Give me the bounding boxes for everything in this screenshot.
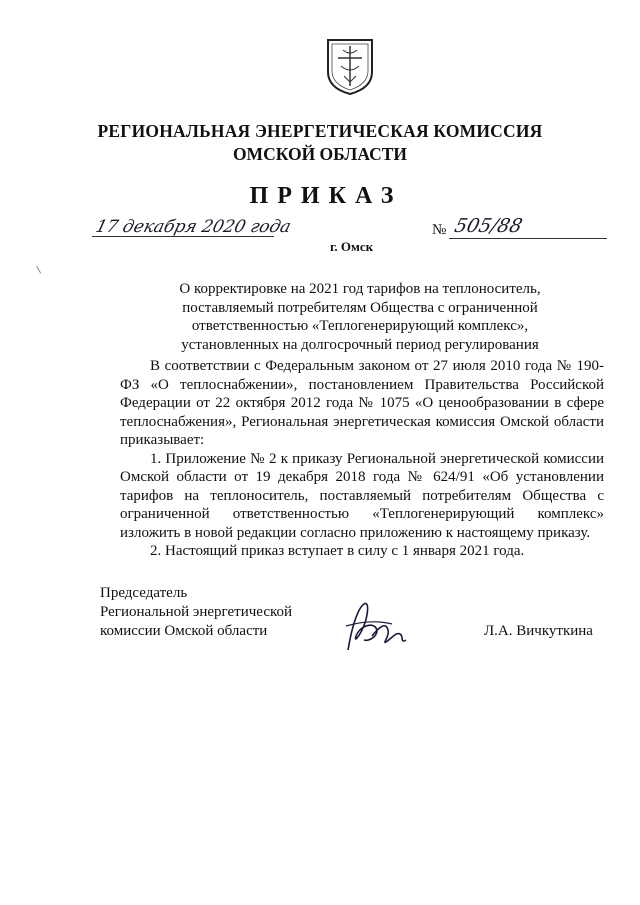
subject-line: О корректировке на 2021 год тарифов на теплоноситель,: [179, 281, 541, 297]
coat-of-arms-icon: [325, 36, 375, 96]
order-number: 505/88: [452, 215, 525, 237]
org-name-line1: РЕГИОНАЛЬНАЯ ЭНЕРГЕТИЧЕСКАЯ КОМИССИЯ: [97, 121, 543, 141]
order-number-label: №: [432, 222, 447, 238]
subject-line: установленных на долгосрочный период регулирования: [181, 336, 539, 353]
order-item-1: 1. Приложение № 2 к приказу Региональной энергетической комиссии Омской области от 19 декабря 2018 года № 624/91 «Об установлении тарифов на теплоноситель, поставляемый потребителям Общества с ограниченной ответственностью «Теплогенерирующий комплекс» изложить в новой редакции согласно приложению к настоящему приказу.: [120, 450, 604, 541]
handwritten-signature-icon: [342, 596, 416, 660]
order-body: [120, 357, 604, 561]
document-title: ПРИКАЗ: [249, 183, 403, 209]
order-date: 17 декабря 2020 года: [93, 217, 293, 237]
signer-position-line: Региональной энергетической: [100, 604, 293, 620]
subject-line: ответственностью «Теплогенерирующий комплекс»,: [191, 318, 529, 334]
city: г. Омск: [330, 239, 374, 254]
subject-line: поставляемый потребителям Общества с ограниченной: [182, 299, 538, 316]
signer-position-line: Председатель: [100, 585, 188, 601]
number-underline: [449, 238, 607, 239]
scan-mark: [36, 265, 43, 274]
preamble-paragraph: В соответствии с Федеральным законом от 27 июля 2010 года № 190-ФЗ «О теплоснабжении», постановлением Правительства Российской Федерации от 22 октября 2012 года № 1075 «О ценообразовании в сфере теплоснабжения», Региональная энергетическая комиссия Омской области приказывает:: [120, 358, 604, 448]
signer-position-line: комиссии Омской области: [100, 623, 268, 639]
date-underline: [92, 236, 274, 237]
signer-name: Л.А. Вичкуткина: [484, 623, 593, 639]
order-item-2: 2. Настоящий приказ вступает в силу с 1 января 2021 года.: [150, 543, 525, 559]
order-subject: [120, 280, 600, 354]
org-name-line2: ОМСКОЙ ОБЛАСТИ: [232, 144, 408, 164]
signer-position: [100, 584, 292, 641]
